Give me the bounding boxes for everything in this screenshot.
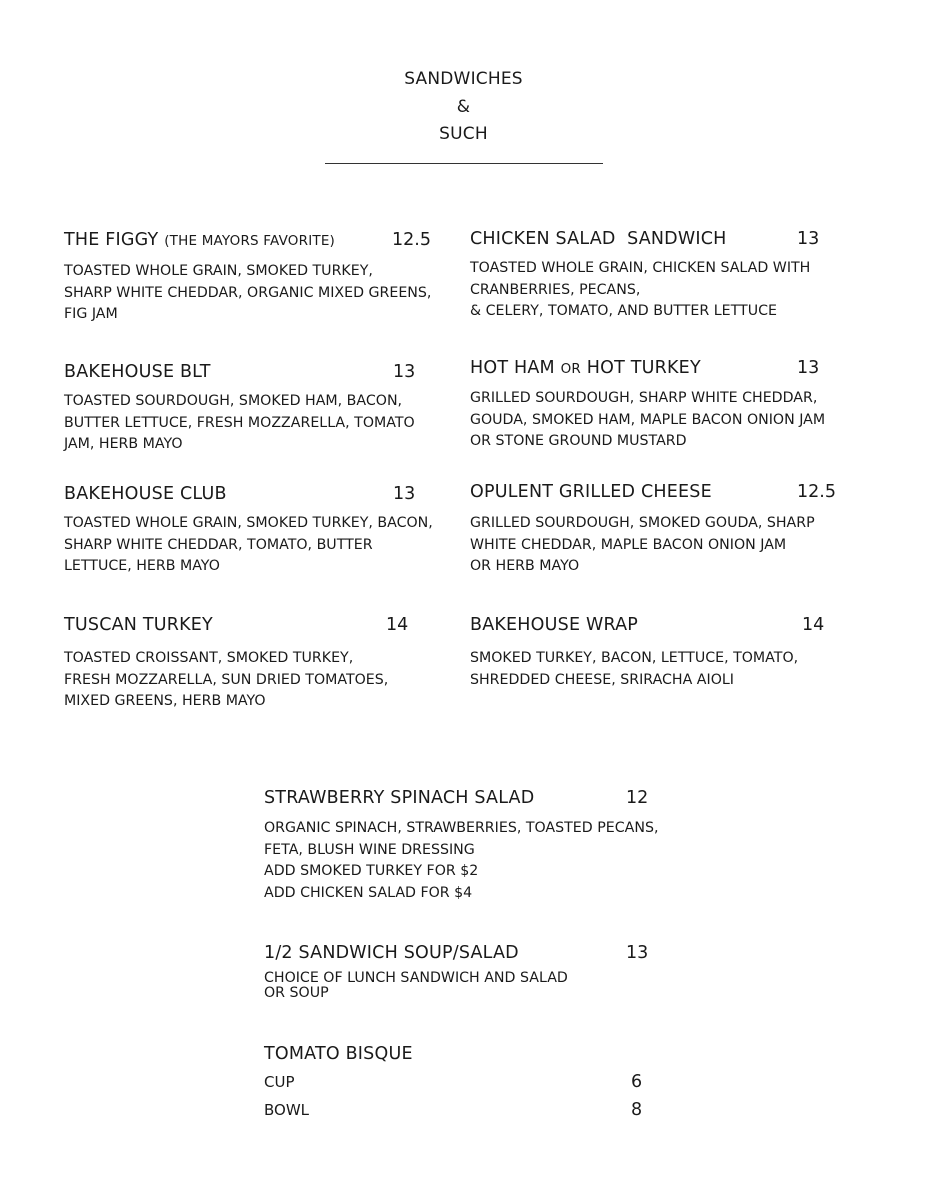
item-price-tuscan-turkey: 14 <box>386 615 409 635</box>
bisque-price-bowl: 8 <box>631 1100 643 1120</box>
item-price-hot-ham-or-hot-turkey: 13 <box>797 358 820 378</box>
item-title-the-figgy: THE FIGGY (THE MAYORS FAVORITE) <box>64 230 336 250</box>
item-desc-tuscan-turkey: TOASTED CROISSANT, SMOKED TURKEY, FRESH MOZZARELLA, SUN DRIED TOMATOES, MIXED GREENS, HERB MAYO <box>64 650 389 709</box>
item-price-opulent-grilled-cheese: 12.5 <box>797 482 836 502</box>
item-title-opulent-grilled-cheese: OPULENT GRILLED CHEESE <box>470 482 712 502</box>
menu-heading-ampersand: & <box>456 97 471 117</box>
item-desc-the-figgy: TOASTED WHOLE GRAIN, SMOKED TURKEY, SHARP WHITE CHEDDAR, ORGANIC MIXED GREENS, FIG JAM <box>64 263 432 322</box>
item-title-chicken-salad-sandwich: CHICKEN SALAD SANDWICH <box>470 229 727 249</box>
item-title-hot-ham-or-hot-turkey: HOT HAM OR HOT TURKEY <box>470 358 701 378</box>
bisque-size-bowl: BOWL <box>264 1101 310 1119</box>
menu-heading-line-1: SANDWICHES <box>404 69 523 89</box>
item-title-bakehouse-wrap: BAKEHOUSE WRAP <box>470 615 639 635</box>
item-desc-bakehouse-club: TOASTED WHOLE GRAIN, SMOKED TURKEY, BACON, SHARP WHITE CHEDDAR, TOMATO, BUTTER LETTUCE, HERB MAYO <box>64 515 433 574</box>
bisque-size-cup: CUP <box>264 1073 295 1091</box>
item-desc-chicken-salad-sandwich: TOASTED WHOLE GRAIN, CHICKEN SALAD WITH CRANBERRIES, PECANS, & CELERY, TOMATO, AND BUTTER LETTUCE <box>470 260 811 319</box>
item-title-half-sandwich-soup-salad: 1/2 SANDWICH SOUP/SALAD <box>264 943 519 963</box>
item-title-tomato-bisque: TOMATO BISQUE <box>264 1044 413 1064</box>
item-desc-half-sandwich-soup-salad: CHOICE OF LUNCH SANDWICH AND SALAD OR SOUP <box>264 970 568 1001</box>
item-price-bakehouse-club: 13 <box>393 484 416 504</box>
item-title-bakehouse-club: BAKEHOUSE CLUB <box>64 484 227 504</box>
item-price-strawberry-spinach-salad: 12 <box>626 788 649 808</box>
item-price-chicken-salad-sandwich: 13 <box>797 229 820 249</box>
item-price-the-figgy: 12.5 <box>392 230 431 250</box>
item-title-strawberry-spinach-salad: STRAWBERRY SPINACH SALAD <box>264 788 535 808</box>
item-title-tuscan-turkey: TUSCAN TURKEY <box>64 615 213 635</box>
item-desc-opulent-grilled-cheese: GRILLED SOURDOUGH, SMOKED GOUDA, SHARP WHITE CHEDDAR, MAPLE BACON ONION JAM OR HERB MAYO <box>470 515 815 574</box>
heading-divider <box>325 163 603 164</box>
bisque-price-cup: 6 <box>631 1072 643 1092</box>
item-desc-strawberry-spinach-salad: ORGANIC SPINACH, STRAWBERRIES, TOASTED PECANS, FETA, BLUSH WINE DRESSING ADD SMOKED TURKEY FOR $2 ADD CHICKEN SALAD FOR $4 <box>264 820 659 901</box>
item-title-bakehouse-blt: BAKEHOUSE BLT <box>64 362 211 382</box>
item-desc-bakehouse-wrap: SMOKED TURKEY, BACON, LETTUCE, TOMATO, SHREDDED CHEESE, SRIRACHA AIOLI <box>470 650 799 688</box>
item-desc-hot-ham-or-hot-turkey: GRILLED SOURDOUGH, SHARP WHITE CHEDDAR, GOUDA, SMOKED HAM, MAPLE BACON ONION JAM OR STONE GROUND MUSTARD <box>470 390 826 449</box>
item-price-bakehouse-wrap: 14 <box>802 615 825 635</box>
item-title-or-connector: OR <box>560 361 581 377</box>
item-note-mayors-favorite: (THE MAYORS FAVORITE) <box>164 233 336 249</box>
item-price-bakehouse-blt: 13 <box>393 362 416 382</box>
item-desc-bakehouse-blt: TOASTED SOURDOUGH, SMOKED HAM, BACON, BUTTER LETTUCE, FRESH MOZZARELLA, TOMATO JAM, HERB MAYO <box>64 393 415 452</box>
item-price-half-sandwich-soup-salad: 13 <box>626 943 649 963</box>
menu-heading-line-3: SUCH <box>439 124 488 144</box>
